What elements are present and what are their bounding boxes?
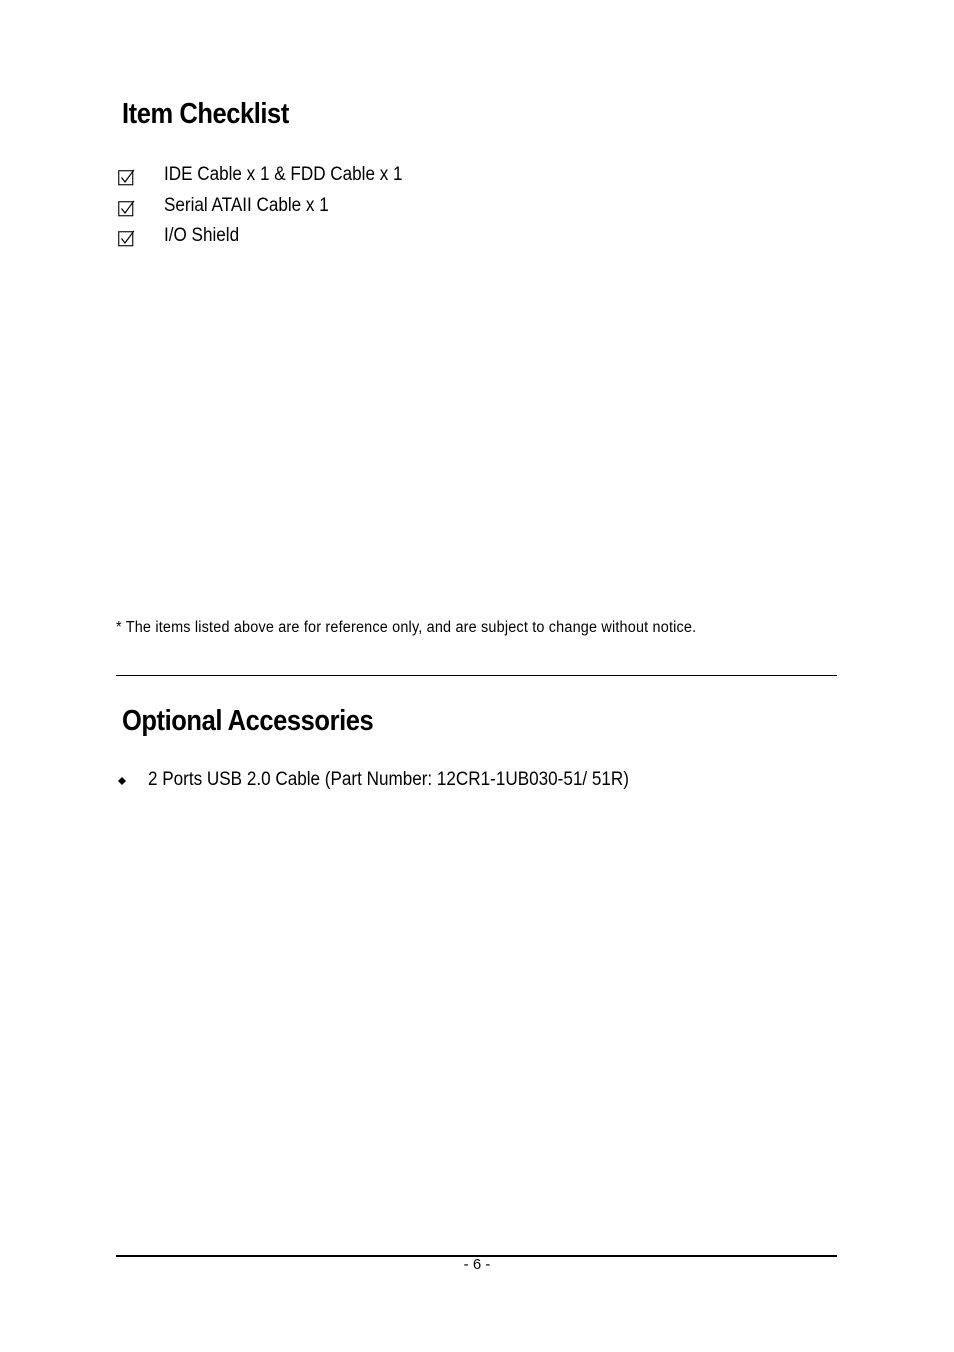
checked-box-icon bbox=[118, 200, 135, 217]
checklist-item-label: IDE Cable x 1 & FDD Cable x 1 bbox=[164, 164, 403, 185]
checked-box-icon bbox=[118, 169, 135, 186]
section-divider bbox=[116, 675, 837, 676]
checklist-item-label: Serial ATAII Cable x 1 bbox=[164, 194, 329, 216]
accessory-item-label: 2 Ports USB 2.0 Cable (Part Number: 12CR1-1UB030-51/ 51R) bbox=[148, 769, 629, 790]
diamond-bullet-icon bbox=[118, 777, 126, 785]
checklist-item-label: I/O Shield bbox=[164, 225, 240, 246]
page-number: - 6 - bbox=[463, 1256, 491, 1273]
checked-box-icon bbox=[118, 230, 135, 247]
reference-note: * The items listed above are for reference only, and are subject to change without notice. bbox=[116, 619, 697, 636]
optional-accessories-heading: Optional Accessories bbox=[122, 705, 374, 737]
item-checklist-heading: Item Checklist bbox=[122, 98, 289, 130]
